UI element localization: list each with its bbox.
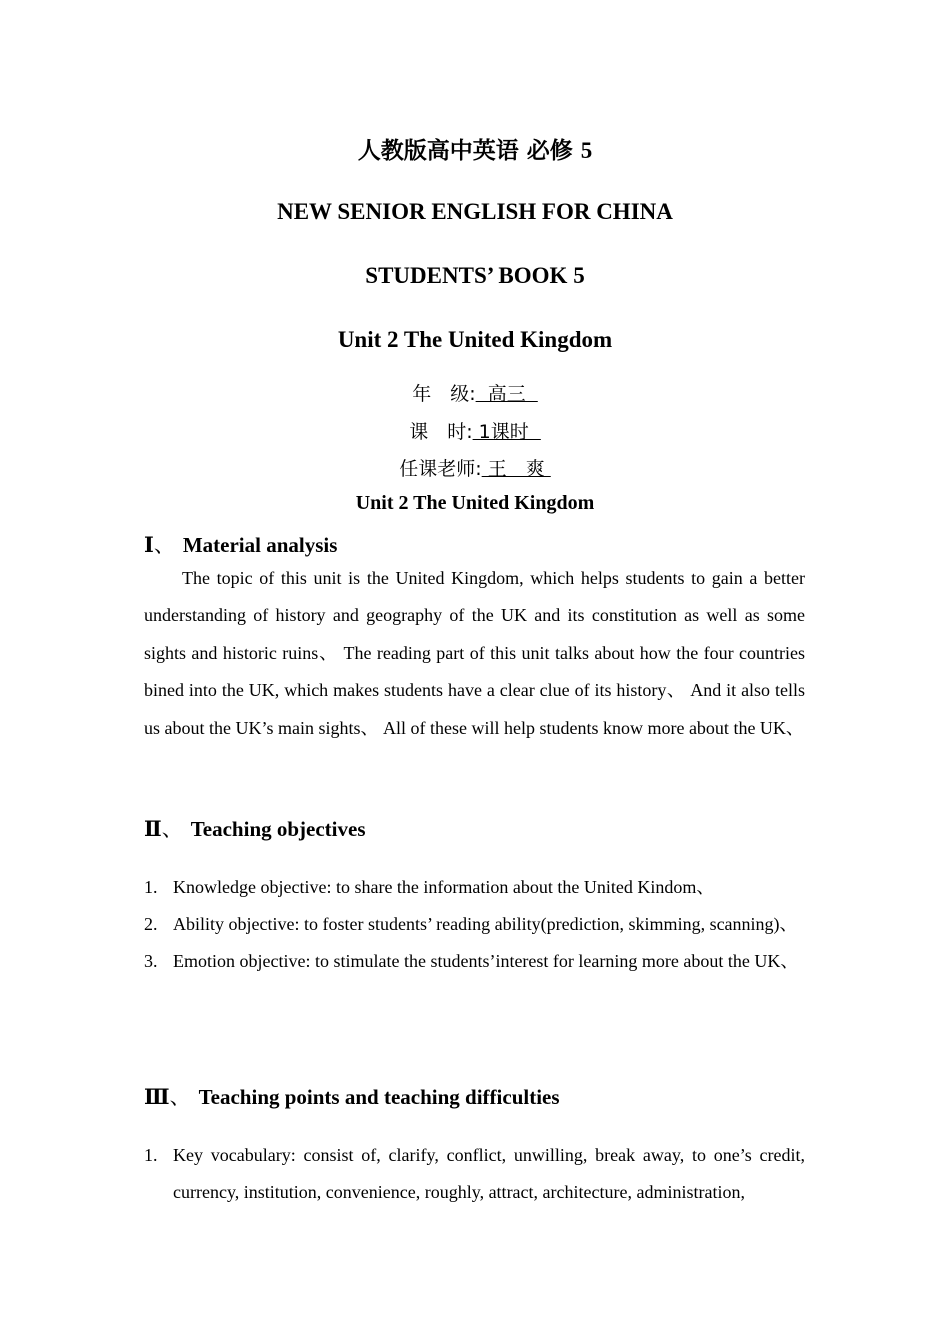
grade-line bbox=[0, 379, 950, 406]
list-text: Ability objective: to foster students’ reading ability(prediction, skimming, scanning)、 bbox=[173, 914, 798, 934]
document-title-en: NEW SENIOR ENGLISH FOR CHINA bbox=[277, 199, 673, 224]
list-number: 3. bbox=[144, 951, 158, 971]
section-separator: 、 bbox=[161, 817, 183, 841]
document-book-title: STUDENTS’ BOOK 5 bbox=[365, 263, 585, 288]
section-title: Teaching objectives bbox=[190, 817, 366, 841]
teacher-label: 任课老师: bbox=[399, 458, 482, 480]
list-text: Emotion objective: to stimulate the students’interest for learning more about the UK、 bbox=[173, 951, 799, 971]
list-text: Key vocabulary: consist of, clarify, conflict, unwilling, break away, to one’s credit, currency, institution, convenience, roughly, attract, architecture, administration, bbox=[173, 1145, 805, 1202]
list-number: 2. bbox=[144, 914, 158, 934]
list-text: Knowledge objective: to share the information about the United Kindom、 bbox=[173, 877, 715, 897]
section-title: Material analysis bbox=[182, 533, 338, 557]
period-line bbox=[0, 417, 950, 444]
list-number: 1. bbox=[144, 1145, 158, 1165]
section-heading-material bbox=[144, 529, 337, 559]
section-separator: 、 bbox=[169, 1085, 191, 1109]
section-title: Teaching points and teaching difficulties bbox=[198, 1085, 560, 1109]
teacher-line bbox=[0, 454, 950, 481]
section-numeral: Ⅱ bbox=[144, 816, 162, 841]
title-cn-number: 5 bbox=[580, 138, 593, 163]
material-paragraph: The topic of this unit is the United Kingdom, which helps students to gain a better understanding of history and geography of the UK and its constitution as well as some sights and historic ruins、 The reading part of this unit talks about how the four countries bined into the UK, which makes students have a clear clue of its history、 And it also tells us about the UK’s main sights、 All of these will help students know more about the UK、 bbox=[144, 568, 805, 738]
document-title-cn bbox=[0, 132, 950, 165]
list-number: 1. bbox=[144, 877, 158, 897]
period-value: 1课时 bbox=[472, 421, 541, 443]
grade-label: 年 级: bbox=[412, 383, 476, 405]
list-item bbox=[144, 1137, 805, 1211]
section-separator: 、 bbox=[153, 533, 175, 557]
section-numeral: Ⅲ bbox=[144, 1084, 170, 1109]
list-item bbox=[144, 943, 805, 980]
unit-subtitle: Unit 2 The United Kingdom bbox=[355, 492, 595, 514]
title-cn-text: 人教版高中英语 必修 bbox=[357, 138, 573, 164]
list-item bbox=[144, 869, 805, 906]
section-heading-objectives bbox=[144, 813, 366, 843]
unit-title: Unit 2 The United Kingdom bbox=[337, 327, 613, 352]
grade-value: 高三 bbox=[475, 383, 538, 405]
teacher-value: 王 爽 bbox=[481, 458, 551, 480]
section-numeral: Ⅰ bbox=[144, 532, 154, 557]
period-label: 课 时: bbox=[409, 421, 473, 443]
objectives-list bbox=[144, 869, 805, 980]
section-heading-points bbox=[144, 1081, 560, 1111]
teaching-points-list bbox=[144, 1137, 805, 1211]
list-item bbox=[144, 906, 805, 943]
